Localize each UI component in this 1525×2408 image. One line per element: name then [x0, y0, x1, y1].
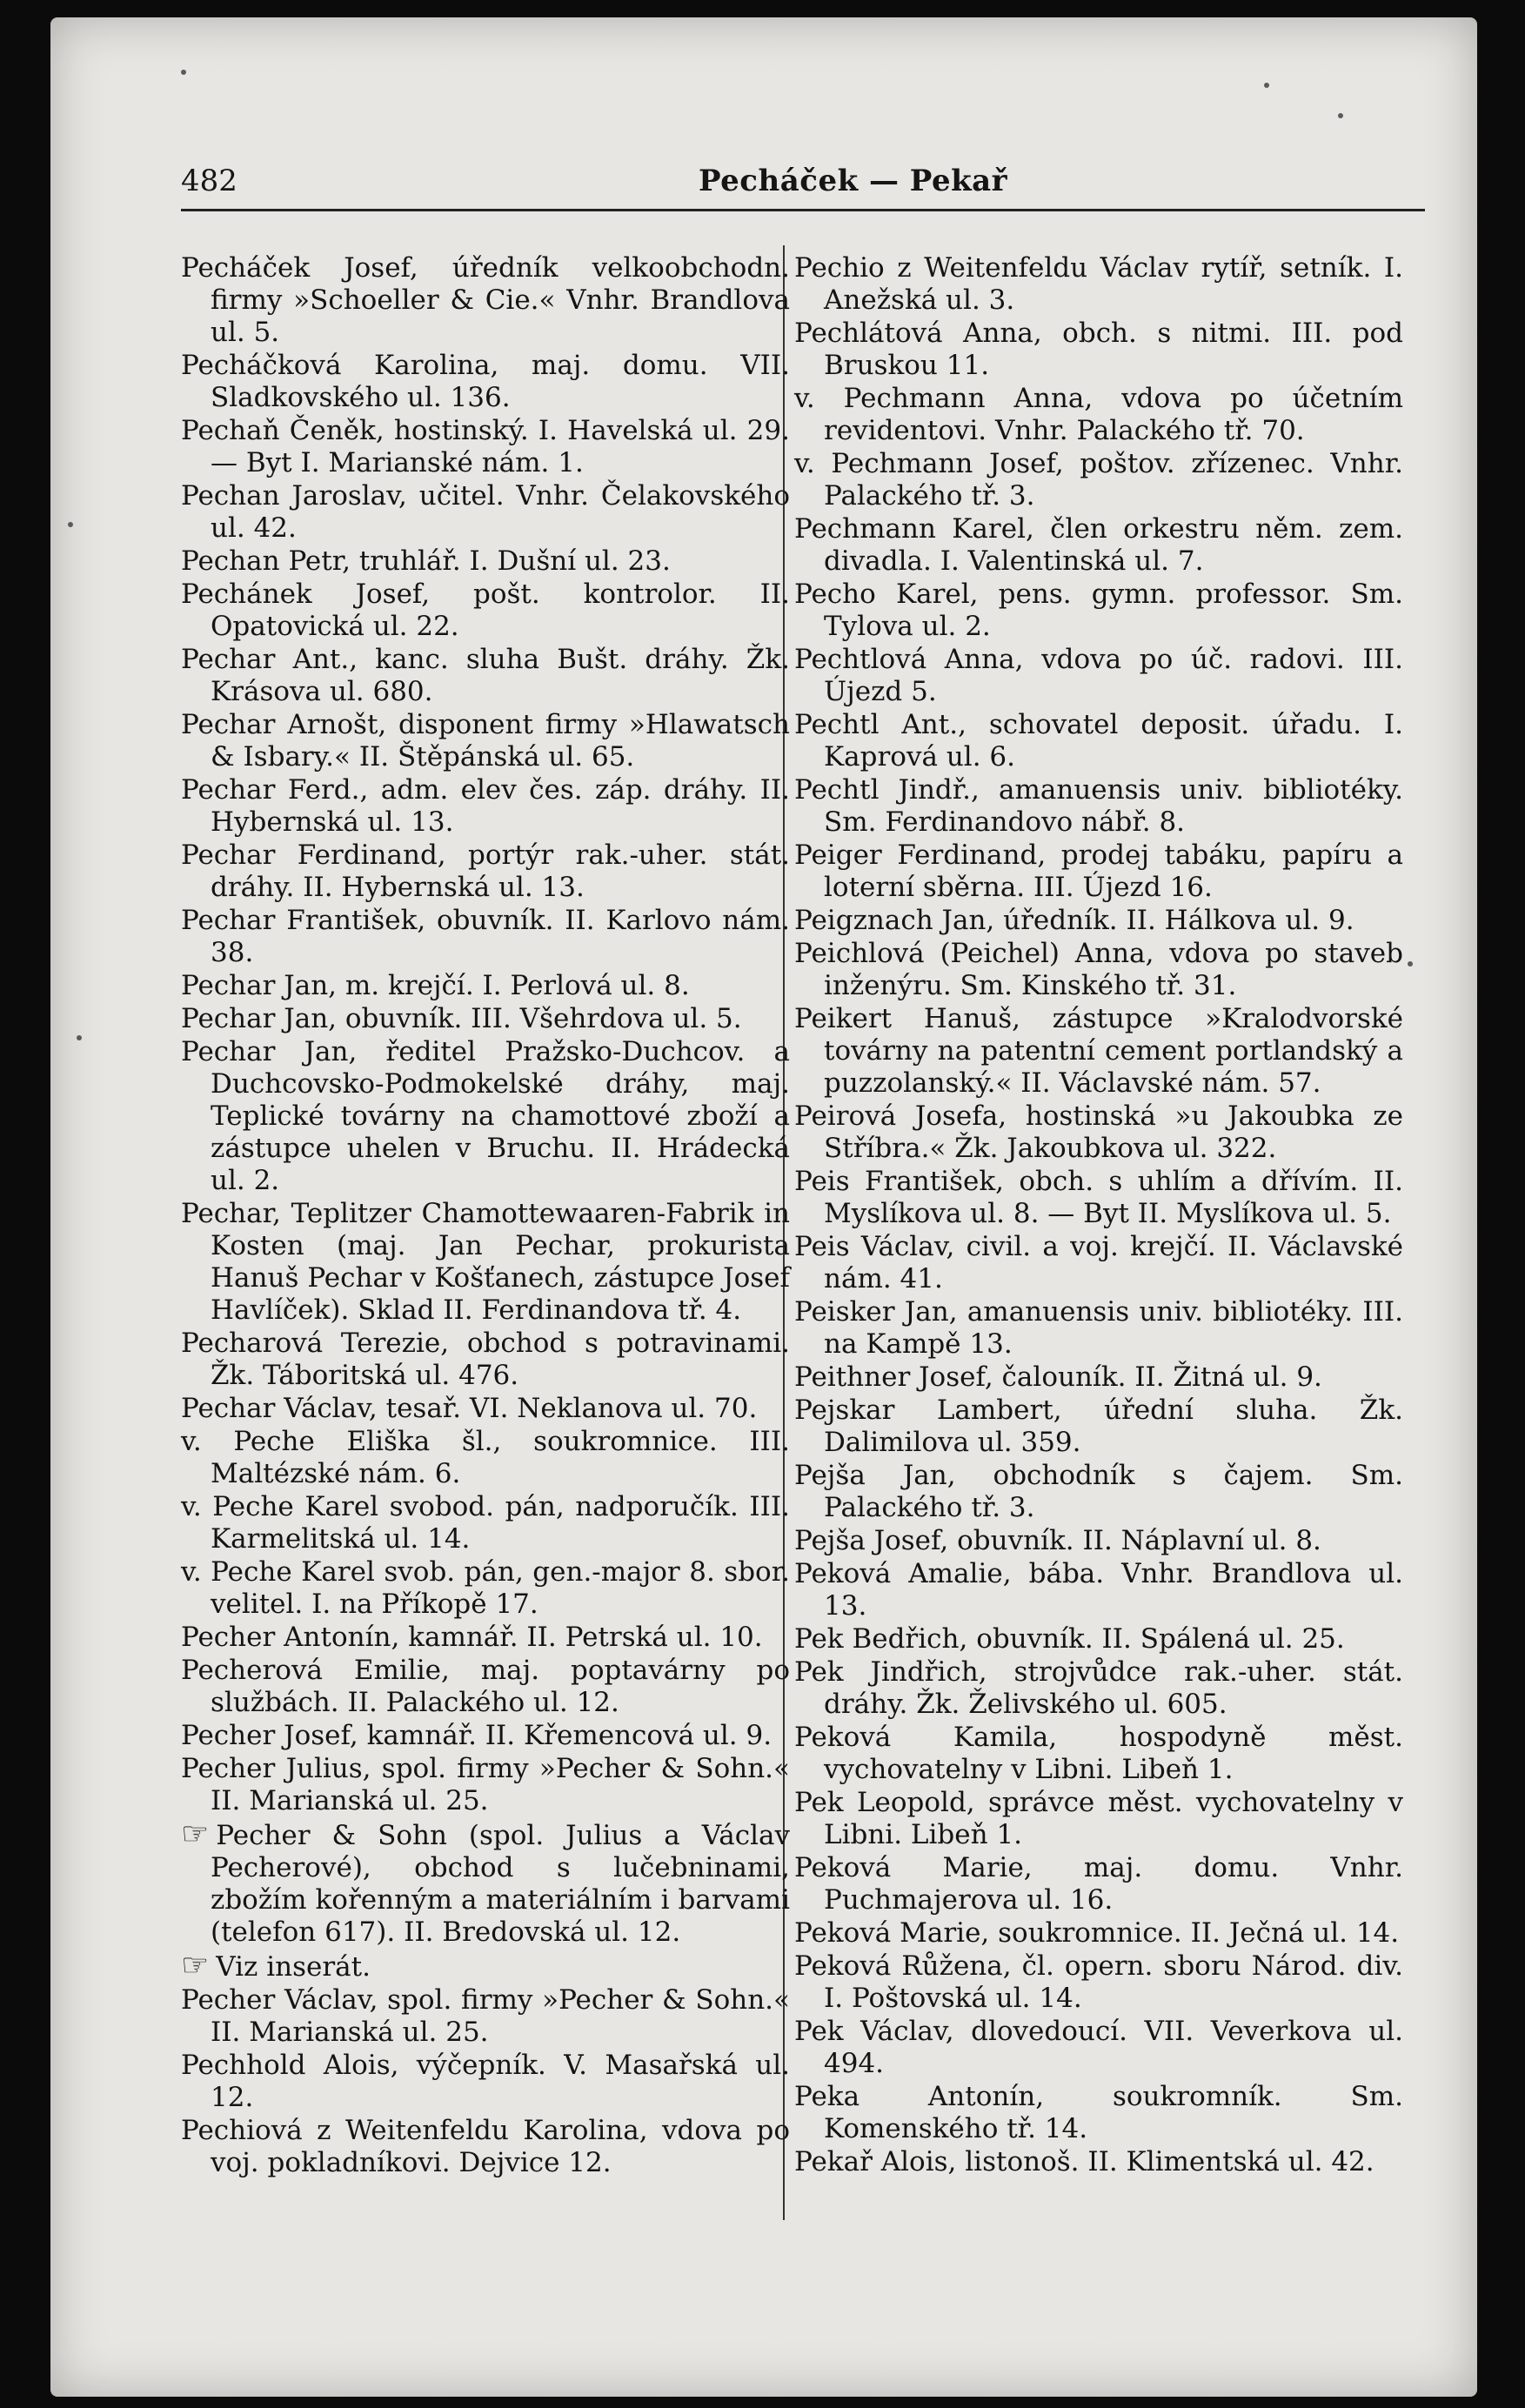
- directory-entry: Pechar Ferdinand, portýr rak.-uher. stát. dráhy. II. Hybernská ul. 13.: [181, 839, 790, 903]
- directory-entry: ☞ Viz inserát.: [181, 1950, 790, 1983]
- directory-entry: Pecháčková Karolina, maj. domu. VII. Sladkovského ul. 136.: [181, 350, 790, 413]
- directory-entry: Pecherová Emilie, maj. poptavárny po službách. II. Palackého ul. 12.: [181, 1655, 790, 1718]
- directory-entry: Pechiová z Weitenfeldu Karolina, vdova po voj. pokladníkovi. Dejvice 12.: [181, 2115, 790, 2178]
- directory-entry: Pechar Jan, m. krejčí. I. Perlová ul. 8.: [181, 970, 690, 1001]
- directory-entry: Pechar František, obuvník. II. Karlovo nám. 38.: [181, 905, 790, 968]
- directory-entry: Peis Václav, civil. a voj. krejčí. II. Václavské nám. 41.: [794, 1231, 1403, 1294]
- left-column: [181, 252, 790, 2180]
- directory-entry: Pecháček Josef, úředník velkoobchodn. firmy »Schoeller & Cie.« Vnhr. Brandlova ul. 5.: [181, 252, 790, 348]
- paper-speck: [77, 1035, 82, 1040]
- directory-entry: Pechar Ant., kanc. sluha Bušt. dráhy. Žk. Krásova ul. 680.: [181, 644, 790, 707]
- paper-speck: [181, 70, 186, 75]
- directory-entry: Pecher Václav, spol. firmy »Pecher & Sohn.« II. Marianská ul. 25.: [181, 1984, 790, 2048]
- running-head: Pecháček — Pekař: [699, 164, 1008, 198]
- directory-entry: Pejskar Lambert, úřední sluha. Žk. Dalimilova ul. 359.: [794, 1395, 1403, 1458]
- directory-entry: Pecho Karel, pens. gymn. professor. Sm. Tylova ul. 2.: [794, 579, 1403, 642]
- directory-entry: Pechar Jan, ředitel Pražsko-Duchcov. a Duchcovsko-Podmokelské dráhy, maj. Teplické továrny na chamottové zboží a zástupce uhelen v Bruchu. II. Hrádecká ul. 2.: [181, 1036, 790, 1196]
- directory-entry: Pechtl Jindř., amanuensis univ. bibliotéky. Sm. Ferdinandovo nábř. 8.: [794, 774, 1403, 838]
- directory-entry: Pechhold Alois, výčepník. V. Masařská ul. 12.: [181, 2050, 790, 2113]
- right-column: [794, 252, 1403, 2179]
- directory-entry: Peigznach Jan, úředník. II. Hálkova ul. 9.: [794, 905, 1354, 936]
- directory-entry: Pek Bedřich, obuvník. II. Spálená ul. 25.: [794, 1623, 1345, 1655]
- directory-entry: Pejša Josef, obuvník. II. Náplavní ul. 8.: [794, 1525, 1321, 1556]
- directory-entry: v. Peche Karel svob. pán, gen.-major 8. sbor. velitel. I. na Příkopě 17.: [181, 1556, 790, 1620]
- directory-entry: v. Pechmann Josef, poštov. zřízenec. Vnhr. Palackého tř. 3.: [794, 448, 1403, 512]
- directory-entry: Pechtl Ant., schovatel deposit. úřadu. I. Kaprová ul. 6.: [794, 709, 1403, 773]
- directory-entry: Pechaň Čeněk, hostinský. I. Havelská ul. 29. — Byt I. Marianské nám. 1.: [181, 415, 790, 478]
- directory-entry: Pechar Ferd., adm. elev čes. záp. dráhy. II. Hybernská ul. 13.: [181, 774, 790, 838]
- directory-entry: v. Peche Eliška šl., soukromnice. III. Maltézské nám. 6.: [181, 1426, 790, 1489]
- paper-speck: [68, 522, 73, 527]
- directory-entry: Pechlátová Anna, obch. s nitmi. III. pod Bruskou 11.: [794, 318, 1403, 381]
- page-header: [181, 157, 1425, 211]
- directory-entry: Pechar, Teplitzer Chamottewaaren-Fabrik in Kosten (maj. Jan Pechar, prokurista Hanuš Pechar v Košťanech, zástupce Josef Havlíček). Sklad II. Ferdinandova tř. 4.: [181, 1198, 790, 1326]
- directory-entry: Pecher Antonín, kamnář. II. Petrská ul. 10.: [181, 1622, 763, 1653]
- directory-entry: Pechar Jan, obuvník. III. Všehrdova ul. 5.: [181, 1003, 742, 1034]
- directory-entry: Pekař Alois, listonoš. II. Klimentská ul. 42.: [794, 2146, 1375, 2177]
- paper-speck: [1408, 961, 1413, 967]
- directory-entry: Peka Antonín, soukromník. Sm. Komenského tř. 14.: [794, 2081, 1403, 2144]
- directory-entry: Peková Amalie, bába. Vnhr. Brandlova ul. 13.: [794, 1558, 1403, 1622]
- directory-entry: Pechtlová Anna, vdova po úč. radovi. III. Újezd 5.: [794, 644, 1403, 707]
- directory-entry: Peithner Josef, čalouník. II. Žitná ul. 9.: [794, 1361, 1322, 1393]
- directory-entry: Peis František, obch. s uhlím a dřívím. II. Myslíkova ul. 8. — Byt II. Myslíkova ul. 5.: [794, 1166, 1403, 1229]
- directory-entry: Peichlová (Peichel) Anna, vdova po staveb inženýru. Sm. Kinského tř. 31.: [794, 938, 1403, 1001]
- directory-entry: Pechar Arnošt, disponent firmy »Hlawatsch & Isbary.« II. Štěpánská ul. 65.: [181, 709, 790, 773]
- directory-entry: Peková Růžena, čl. opern. sboru Národ. div. I. Poštovská ul. 14.: [794, 1950, 1403, 2014]
- directory-entry: Pecher Josef, kamnář. II. Křemencová ul. 9.: [181, 1720, 773, 1751]
- directory-entry: Pek Václav, dlovedoucí. VII. Veverkova ul. 494.: [794, 2016, 1403, 2079]
- directory-entry: Pek Jindřich, strojvůdce rak.-uher. stát. dráhy. Žk. Želivského ul. 605.: [794, 1656, 1403, 1720]
- directory-entry: Pechio z Weitenfeldu Václav rytíř, setník. I. Anežská ul. 3.: [794, 252, 1403, 316]
- book-page: [50, 17, 1477, 2397]
- directory-entry: Pechar Václav, tesař. VI. Neklanova ul. 70.: [181, 1393, 758, 1424]
- directory-entry: Peiger Ferdinand, prodej tabáku, papíru a loterní sběrna. III. Újezd 16.: [794, 839, 1403, 903]
- directory-entry: Peirová Josefa, hostinská »u Jakoubka ze Stříbra.« Žk. Jakoubkova ul. 322.: [794, 1100, 1403, 1164]
- directory-entry: Pejša Jan, obchodník s čajem. Sm. Palackého tř. 3.: [794, 1460, 1403, 1523]
- paper-speck: [1338, 113, 1343, 118]
- directory-entry: Pek Leopold, správce měst. vychovatelny v Libni. Libeň 1.: [794, 1787, 1403, 1850]
- directory-entry: ☞ Pecher & Sohn (spol. Julius a Václav Pecherové), obchod s lučebninami, zbožím kořenným a materiálním i barvami (telefon 617). II. Bredovská ul. 12.: [181, 1818, 790, 1949]
- directory-entry: v. Peche Karel svobod. pán, nadporučík. III. Karmelitská ul. 14.: [181, 1491, 790, 1555]
- directory-entry: Peková Marie, maj. domu. Vnhr. Puchmajerova ul. 16.: [794, 1852, 1403, 1916]
- directory-entry: Peková Marie, soukromnice. II. Ječná ul. 14.: [794, 1917, 1400, 1949]
- paper-speck: [1264, 83, 1269, 88]
- directory-entry: Peisker Jan, amanuensis univ. bibliotéky. III. na Kampě 13.: [794, 1296, 1403, 1360]
- directory-entry: Peikert Hanuš, zástupce »Kralodvorské továrny na patentní cement portlandský a puzzolanský.« II. Václavské nám. 57.: [794, 1003, 1403, 1099]
- directory-entry: Pechan Petr, truhlář. I. Dušní ul. 23.: [181, 545, 671, 577]
- directory-entry: Pechmann Karel, člen orkestru něm. zem. divadla. I. Valentinská ul. 7.: [794, 513, 1403, 577]
- directory-entry: Pecharová Terezie, obchod s potravinami. Žk. Táboritská ul. 476.: [181, 1328, 790, 1391]
- directory-entry: Pecher Julius, spol. firmy »Pecher & Sohn.« II. Marianská ul. 25.: [181, 1753, 790, 1816]
- directory-entry: v. Pechmann Anna, vdova po účetním revidentovi. Vnhr. Palackého tř. 70.: [794, 383, 1403, 446]
- directory-entry: Pechan Jaroslav, učitel. Vnhr. Čelakovského ul. 42.: [181, 480, 790, 544]
- directory-entry: Pechánek Josef, pošt. kontrolor. II. Opatovická ul. 22.: [181, 579, 790, 642]
- page-number: 482: [181, 164, 237, 198]
- directory-entry: Peková Kamila, hospodyně měst. vychovatelny v Libni. Libeň 1.: [794, 1722, 1403, 1785]
